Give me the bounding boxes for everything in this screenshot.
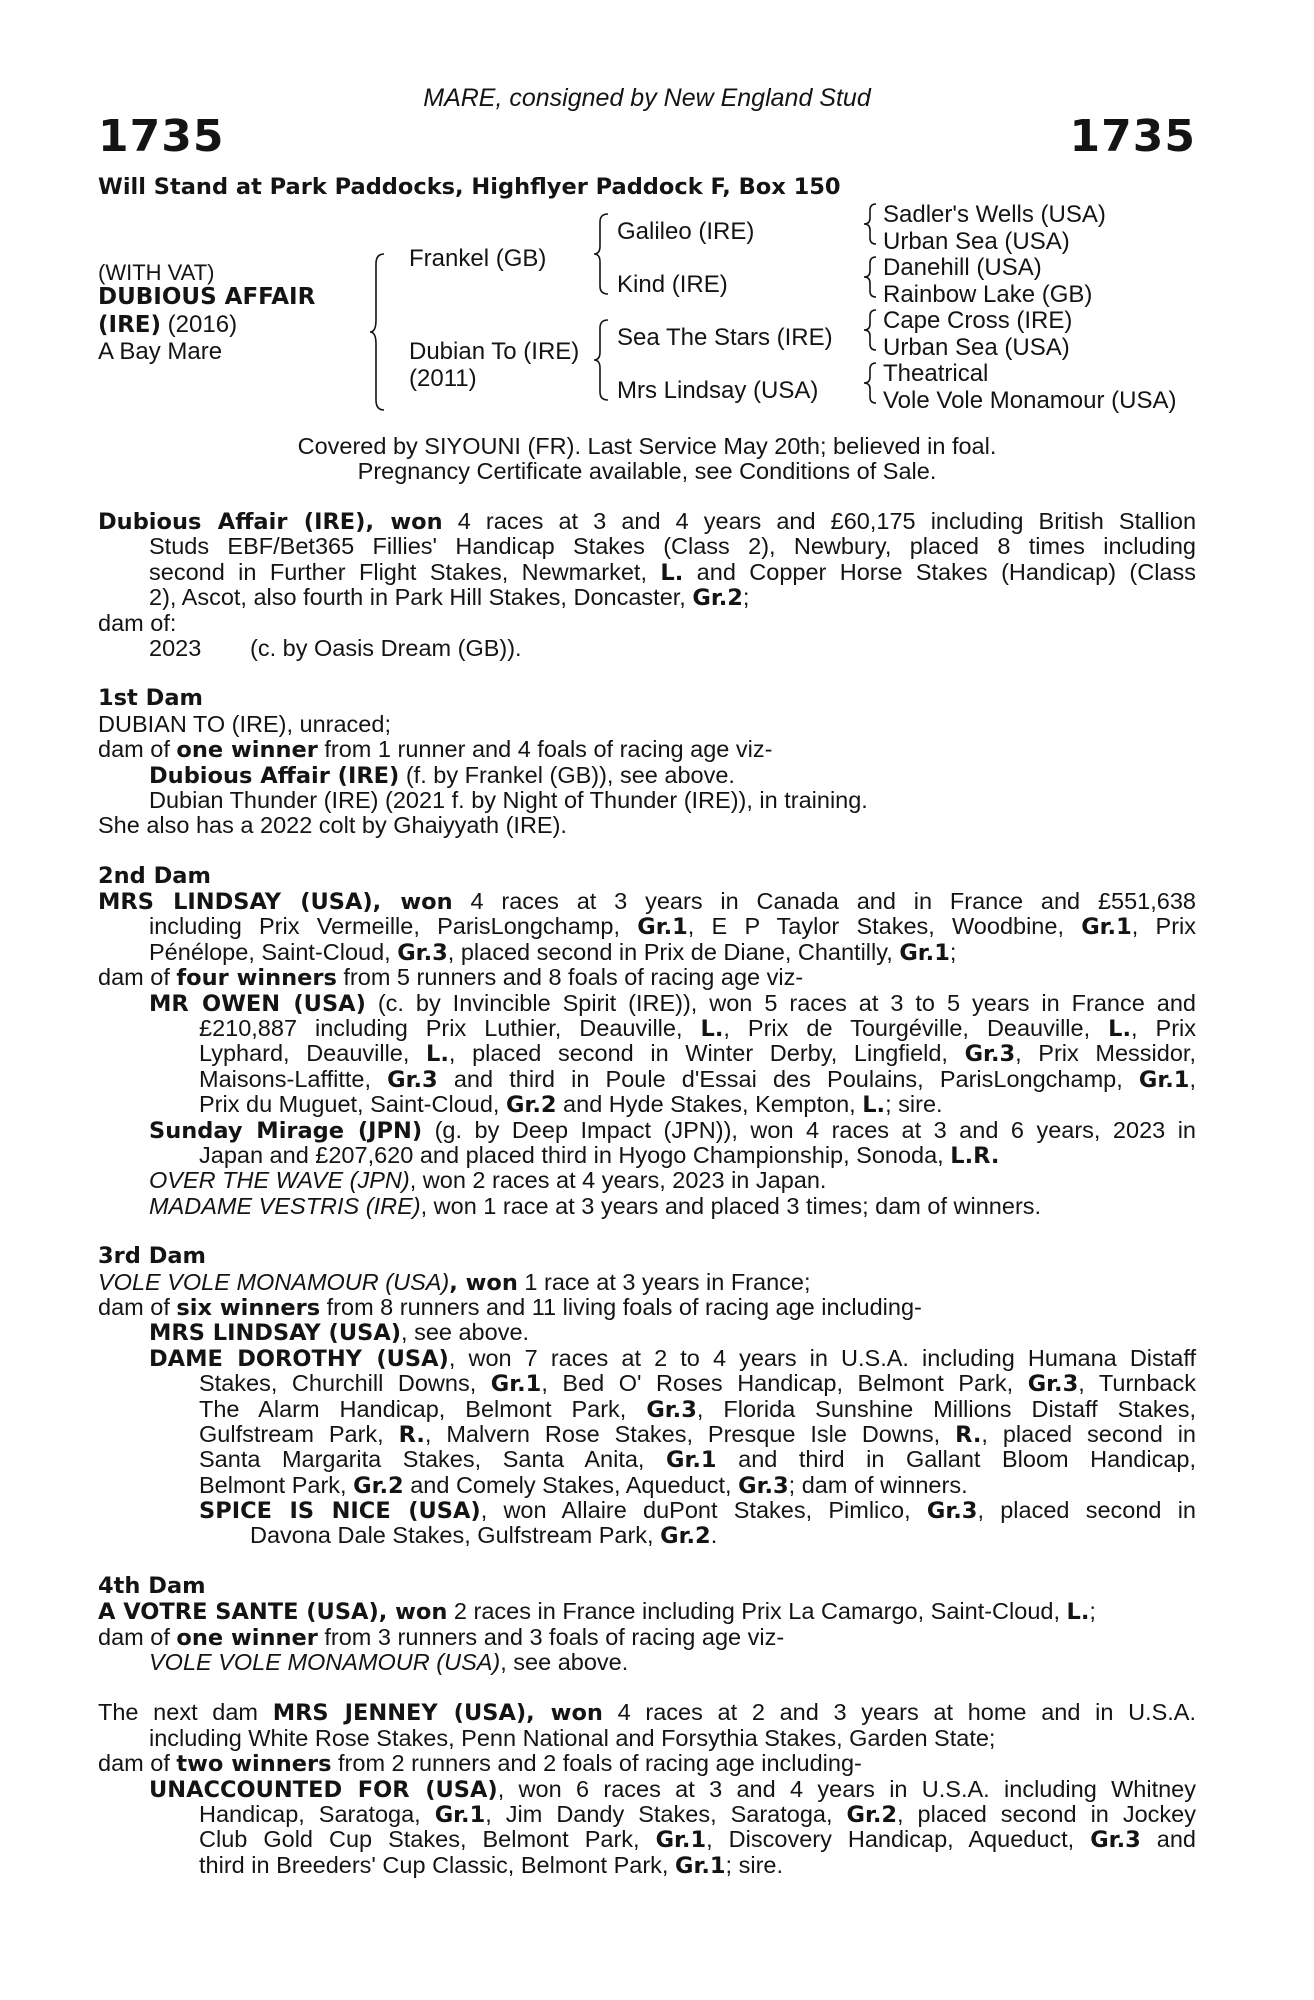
catalogue-body	[98, 509, 1196, 1878]
offspring-line: OVER THE WAVE (JPN), won 2 races at 4 years, 2023 in Japan.	[149, 1167, 827, 1194]
second-dam-heading: 2nd Dam	[98, 862, 211, 889]
offspring-line: MADAME VESTRIS (IRE), won 1 race at 3 years and placed 3 times; dam of winners.	[149, 1192, 1042, 1219]
dam-line: A VOTRE SANTE (USA), won 2 races in France including Prix La Camargo, Saint-Cloud, L.;	[98, 1598, 1096, 1626]
brace-dam	[592, 318, 612, 402]
dam-line: Pénélope, Saint-Cloud, Gr.3, placed second in Prix de Diane, Chantilly, Gr.1;	[149, 938, 957, 966]
dam-line: dam of one winner from 1 runner and 4 foals of racing age viz-	[98, 736, 773, 764]
sire: Frankel (GB)	[409, 245, 547, 272]
gg-3: Danehill (USA)	[883, 254, 1042, 281]
offspring-line: Handicap, Saratoga, Gr.1, Jim Dandy Stakes, Saratoga, Gr.2, placed second in Jockey	[199, 1800, 1196, 1828]
offspring-line: MRS LINDSAY (USA), see above.	[149, 1319, 530, 1347]
covered-line-1: Covered by SIYOUNI (FR). Last Service May 20th; believed in foal.	[297, 433, 997, 459]
offspring-line: DAME DOROTHY (USA), won 7 races at 2 to 4 years in U.S.A. including Humana Distaff	[149, 1344, 1197, 1372]
offspring-line: SPICE IS NICE (USA), won Allaire duPont Stakes, Pimlico, Gr.3, placed second in	[199, 1497, 1196, 1525]
consignor-line: MARE, consigned by New England Stud	[423, 84, 871, 112]
lot-number-left: 1735	[98, 111, 225, 162]
dam-line: dam of four winners from 5 runners and 8 foals of racing age viz-	[98, 964, 804, 992]
brace-generation-1	[368, 252, 388, 412]
offspring-line: £210,887 including Prix Luthier, Deauville, L., Prix de Tourgéville, Deauville, L., Prix	[199, 1015, 1197, 1043]
dam-line: DUBIAN TO (IRE), unraced;	[98, 710, 391, 737]
dam-line: MRS LINDSAY (USA), won 4 races at 3 years in Canada and in France and £551,638	[98, 888, 1196, 916]
offspring-line: Santa Margarita Stakes, Santa Anita, Gr.1 and third in Gallant Bloom Handicap,	[199, 1446, 1196, 1474]
brace-sire	[592, 212, 612, 296]
offspring-line: MR OWEN (USA) (c. by Invincible Spirit (IRE)), won 5 races at 3 to 5 years in France and	[149, 989, 1196, 1017]
gg-8: Vole Vole Monamour (USA)	[883, 387, 1177, 414]
offspring-line: Davona Dale Stakes, Gulfstream Park, Gr.2.	[250, 1522, 718, 1550]
gg-1: Sadler's Wells (USA)	[883, 201, 1106, 228]
offspring-line: Dubious Affair (IRE) (f. by Frankel (GB)), see above.	[149, 761, 735, 789]
vat-label: (WITH VAT)	[98, 260, 215, 285]
dam-dam: Mrs Lindsay (USA)	[617, 377, 819, 404]
offspring-line: Gulfstream Park, R., Malvern Rose Stakes, Presque Isle Downs, R., placed second in	[199, 1420, 1196, 1448]
offspring-line: Stakes, Churchill Downs, Gr.1, Bed O' Roses Handicap, Belmont Park, Gr.3, Turnback	[199, 1370, 1196, 1398]
record-line: Studs EBF/Bet365 Fillies' Handicap Stakes (Class 2), Newbury, placed 8 times including	[149, 533, 1196, 560]
dam-line: VOLE VOLE MONAMOUR (USA), won 1 race at 3 years in France;	[98, 1268, 811, 1296]
offspring-line: third in Breeders' Cup Classic, Belmont Park, Gr.1; sire.	[199, 1851, 784, 1879]
stand-location: Will Stand at Park Paddocks, Highflyer Paddock F, Box 150	[98, 174, 841, 200]
horse-name: DUBIOUS AFFAIR	[98, 284, 316, 310]
sire-sire: Galileo (IRE)	[617, 218, 755, 245]
gg-2: Urban Sea (USA)	[883, 228, 1070, 255]
covered-info	[98, 434, 1196, 484]
dam-line: dam of six winners from 8 runners and 11 living foals of racing age including-	[98, 1293, 922, 1321]
dam-sire: Sea The Stars (IRE)	[617, 324, 833, 351]
offspring-line: Japan and £207,620 and placed third in Hyogo Championship, Sonoda, L.R.	[199, 1141, 1000, 1169]
gg-4: Rainbow Lake (GB)	[883, 281, 1093, 308]
offspring-line: The Alarm Handicap, Belmont Park, Gr.3, Florida Sunshine Millions Distaff Stakes,	[199, 1395, 1196, 1423]
next-dam-line: including White Rose Stakes, Penn National and Forsythia Stakes, Garden State;	[149, 1724, 996, 1751]
fourth-dam-heading: 4th Dam	[98, 1572, 206, 1599]
first-dam-heading: 1st Dam	[98, 685, 203, 712]
brace-generation-3	[862, 202, 880, 416]
pedigree-table	[98, 200, 1198, 420]
offspring-line: Dubian Thunder (IRE) (2021 f. by Night of Thunder (IRE)), in training.	[149, 786, 868, 813]
offspring-line: Sunday Mirage (JPN) (g. by Deep Impact (JPN)), won 4 races at 3 and 6 years, 2023 in	[149, 1116, 1196, 1144]
offspring-line: Prix du Muguet, Saint-Cloud, Gr.2 and Hyde Stakes, Kempton, L.; sire.	[199, 1091, 943, 1119]
offspring-line: UNACCOUNTED FOR (USA), won 6 races at 3 and 4 years in U.S.A. including Whitney	[149, 1775, 1197, 1803]
lot-number-right: 1735	[1069, 111, 1196, 162]
next-dam-line: The next dam MRS JENNEY (USA), won 4 races at 2 and 3 years at home and in U.S.A.	[98, 1699, 1196, 1727]
dam-year: (2011)	[409, 365, 477, 392]
dam: Dubian To (IRE)	[409, 338, 580, 365]
dam-line: dam of one winner from 3 runners and 3 foals of racing age viz-	[98, 1623, 785, 1651]
sire-dam: Kind (IRE)	[617, 271, 728, 298]
horse-name-line2: (IRE) (2016)	[98, 311, 238, 338]
offspring-line: Belmont Park, Gr.2 and Comely Stakes, Aqueduct, Gr.3; dam of winners.	[199, 1471, 968, 1499]
record-line: second in Further Flight Stakes, Newmarket, L. and Copper Horse Stakes (Handicap) (Class	[149, 558, 1196, 586]
third-dam-heading: 3rd Dam	[98, 1243, 206, 1270]
offspring-line: Maisons-Laffitte, Gr.3 and third in Poule d'Essai des Poulains, ParisLongchamp, Gr.1,	[199, 1065, 1196, 1093]
record-line: Dubious Affair (IRE), won 4 races at 3 and 4 years and £60,175 including British Stallion	[98, 508, 1197, 535]
next-dam-line: dam of two winners from 2 runners and 2 foals of racing age including-	[98, 1750, 862, 1778]
dam-of-label: dam of:	[98, 609, 177, 636]
produce-row: 2023 (c. by Oasis Dream (GB)).	[149, 634, 522, 661]
gg-6: Urban Sea (USA)	[883, 334, 1070, 361]
gg-7: Theatrical	[883, 360, 989, 387]
gg-5: Cape Cross (IRE)	[883, 307, 1073, 334]
dam-line: She also has a 2022 colt by Ghaiyyath (IRE).	[98, 812, 567, 839]
offspring-line: VOLE VOLE MONAMOUR (USA), see above.	[149, 1649, 629, 1676]
horse-description: A Bay Mare	[98, 338, 223, 365]
offspring-line: Lyphard, Deauville, L., placed second in Winter Derby, Lingfield, Gr.3, Prix Messidor,	[199, 1040, 1196, 1068]
dam-line: including Prix Vermeille, ParisLongchamp, Gr.1, E P Taylor Stakes, Woodbine, Gr.1, Prix	[149, 913, 1196, 941]
covered-line-2: Pregnancy Certificate available, see Conditions of Sale.	[357, 458, 937, 484]
offspring-line: Club Gold Cup Stakes, Belmont Park, Gr.1, Discovery Handicap, Aqueduct, Gr.3 and	[199, 1826, 1196, 1854]
record-line: 2), Ascot, also fourth in Park Hill Stakes, Doncaster, Gr.2;	[149, 584, 750, 612]
